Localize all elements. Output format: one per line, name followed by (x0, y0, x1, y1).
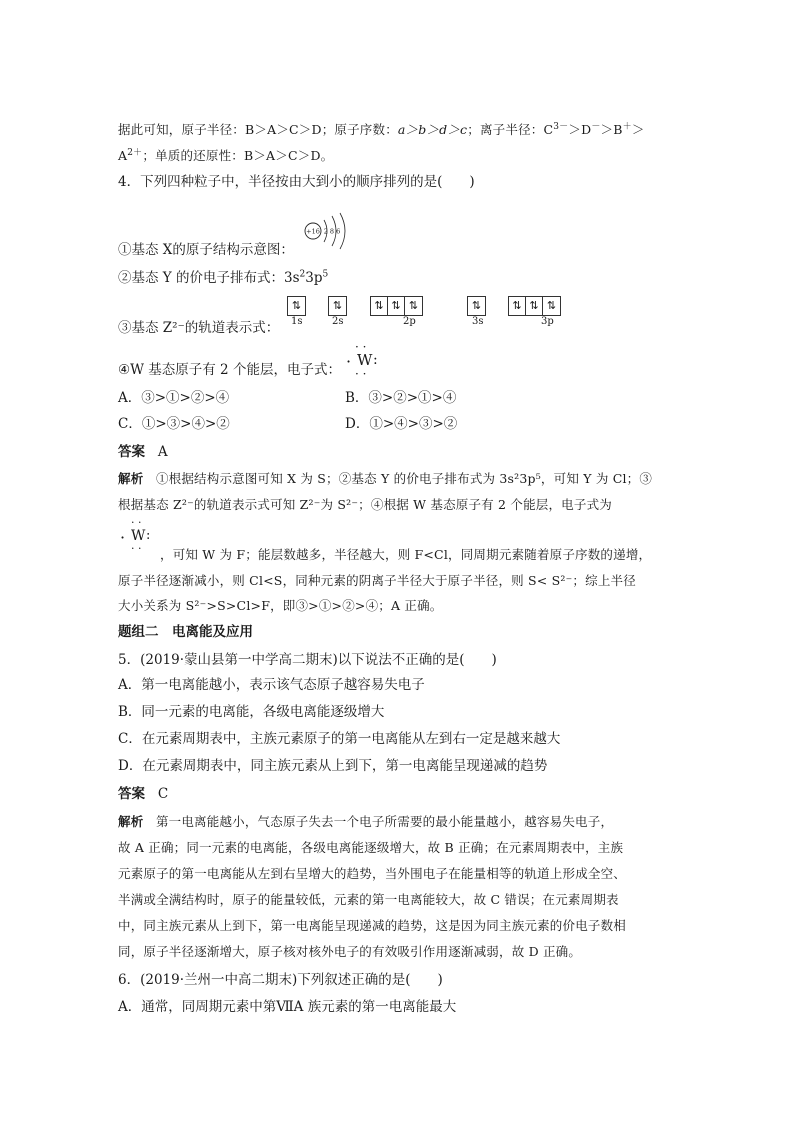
q4-explanation-3: ，可知 W 为 F；能层数越多，半径越大，则 F<Cl，同周期元素随着原子序数的递增， (160, 547, 652, 562)
q4-explanation-5: 大小关系为 S²⁻>S>Cl>F，即③>①>②>④；A 正确。 (118, 598, 443, 613)
q6-stem: 6．(2019·兰州一中高二期末)下列叙述正确的是( ) (118, 972, 443, 988)
q4-item-4: ④W 基态原子有 2 个能层，电子式： (118, 362, 341, 378)
orbital-3p (508, 296, 561, 316)
orbital-label-3p: 3p (541, 316, 554, 327)
intro-text: ；离子半径：C (467, 122, 554, 137)
orbital-box: ⇅ (509, 297, 526, 315)
intro-text: ＞ (631, 122, 645, 137)
electron-dots-right: : (146, 528, 151, 543)
charge: 2＋ (127, 147, 143, 158)
atom-structure-diagram (302, 212, 352, 250)
explanation-label: 解析 (118, 814, 144, 829)
orbital-box: ⇅ (371, 297, 388, 315)
q4-answer (118, 442, 168, 462)
orbital-2p (370, 296, 423, 316)
q6-option-a: A．通常，同周期元素中第ⅦA 族元素的第一电离能最大 (118, 999, 457, 1015)
orbital-box: ⇅ (471, 299, 482, 312)
superscript: 5 (322, 269, 329, 280)
orbital-label-1s: 1s (291, 316, 303, 327)
electron-dots-bottom: · · (355, 367, 367, 381)
q4-item-3: ③基态 Z²⁻的轨道表示式： (118, 320, 280, 336)
q4-item-1: ①基态 X的原子结构示意图： (118, 242, 294, 258)
charge: － (591, 121, 601, 132)
intro-line-1 (118, 120, 645, 140)
group-heading: 题组二 电离能及应用 (118, 624, 253, 640)
q5-explanation-4: 半满或全满结构时，原子的能量较低，元素的第一电离能较大，故 C 错误；在元素周期表 (118, 892, 619, 907)
intro-text: ＞B (600, 122, 623, 137)
orbital-label-2p: 2p (403, 316, 416, 327)
answer-label: 答案 (118, 444, 145, 460)
item-text: 3p (305, 270, 323, 286)
q5-explanation-6: 同，原子半径逐渐增大，原子核对核外电子的有效吸引作用逐渐减弱，故 D 正确。 (118, 944, 582, 959)
q4-option-d: D．①>④>③>② (345, 416, 458, 432)
shell-electrons: 2 8 6 (323, 227, 341, 236)
orbital-box: ⇅ (291, 299, 302, 312)
answer-value: A (157, 444, 168, 460)
electron-dots-bottom: · · (131, 542, 142, 555)
intro-text: ＞D (568, 122, 592, 137)
electron-symbol-w: W (357, 351, 373, 369)
electron-dots-top: · · (355, 340, 367, 354)
orbital-1s (287, 296, 306, 316)
explanation-text: ①根据结构示意图可知 X 为 S；②基态 Y 的价电子排布式为 3s²3p⁵，可知 Y 为 Cl；③ (155, 471, 653, 486)
atomic-number-order: a＞b＞d＞c (397, 122, 468, 137)
orbital-box: ⇅ (388, 297, 405, 315)
electron-dots-top: · · (131, 516, 142, 529)
charge: 3－ (553, 121, 569, 132)
orbital-label-2s: 2s (332, 316, 344, 327)
orbital-2s (328, 296, 347, 316)
orbital-3s (467, 296, 486, 316)
charge: ＋ (622, 121, 632, 132)
intro-text: ；单质的还原性：B＞A＞C＞D。 (142, 148, 334, 163)
orbital-box: ⇅ (526, 297, 543, 315)
q4-option-c: C．①>③>④>② (118, 416, 230, 432)
electron-dots-right: : (373, 352, 378, 368)
answer-label: 答案 (118, 786, 145, 802)
orbital-box: ⇅ (408, 299, 419, 312)
electron-dot-left: · (346, 352, 352, 371)
q4-stem: 4．下列四种粒子中，半径按由大到小的顺序排列的是( ) (118, 174, 475, 190)
electron-symbol-w: W (131, 528, 146, 544)
q5-explanation-2: 故 A 正确；同一元素的电离能，各级电离能逐级增大，故 B 正确；在元素周期表中，主族 (118, 840, 624, 855)
q5-option-b: B．同一元素的电离能，各级电离能逐级增大 (118, 704, 385, 720)
q4-option-b: B．③>②>①>④ (345, 390, 457, 406)
nucleus-label: +16 (306, 227, 320, 236)
orbital-box: ⇅ (332, 299, 343, 312)
intro-text: A (118, 148, 128, 163)
q4-option-a: A．③>①>②>④ (118, 390, 230, 406)
q5-stem: 5．(2019·蒙山县第一中学高二期末)以下说法不正确的是( ) (118, 652, 497, 668)
intro-text: 据此可知，原子半径：B＞A＞C＞D；原子序数： (118, 122, 398, 137)
superscript: 2 (299, 269, 306, 280)
q5-option-a: A．第一电离能越小，表示该气态原子越容易失电子 (118, 677, 425, 693)
q4-item-2 (118, 268, 328, 288)
q5-option-c: C．在元素周期表中，主族元素原子的第一电离能从左到右一定是越来越大 (118, 731, 561, 747)
orbital-box: ⇅ (546, 299, 557, 312)
explanation-label: 解析 (118, 471, 144, 486)
q5-option-d: D．在元素周期表中，同主族元素从上到下，第一电离能呈现递减的趋势 (118, 758, 548, 774)
q5-answer (118, 784, 168, 804)
intro-line-2 (118, 146, 333, 166)
orbital-label-3s: 3s (472, 316, 484, 327)
explanation-text: 第一电离能越小，气态原子失去一个电子所需要的最小能量越小，越容易失电子， (155, 814, 614, 829)
q4-explanation-4: 原子半径逐渐减小，则 Cl<S，同种元素的阴离子半径大于原子半径，则 S< S²⁻；综上半径 (118, 573, 636, 588)
item-text: ②基态 Y 的价电子排布式：3s (118, 270, 300, 286)
q5-explanation-5: 中，同主族元素从上到下，第一电离能呈现递减的趋势，这是因为同主族元素的价电子数相 (118, 918, 627, 933)
electron-dot-left: · (120, 528, 126, 547)
q5-explanation-3: 元素原子的第一电离能从左到右呈增大的趋势，当外围电子在能量相等的轨道上形成全空、 (118, 866, 627, 881)
q4-explanation-1 (118, 469, 652, 489)
q5-explanation-1 (118, 812, 613, 832)
answer-value: C (157, 786, 169, 802)
q4-explanation-2: 根据基态 Z²⁻的轨道表示式可知 Z²⁻为 S²⁻；④根据 W 基态原子有 2 个能层，电子式为 (118, 497, 612, 512)
